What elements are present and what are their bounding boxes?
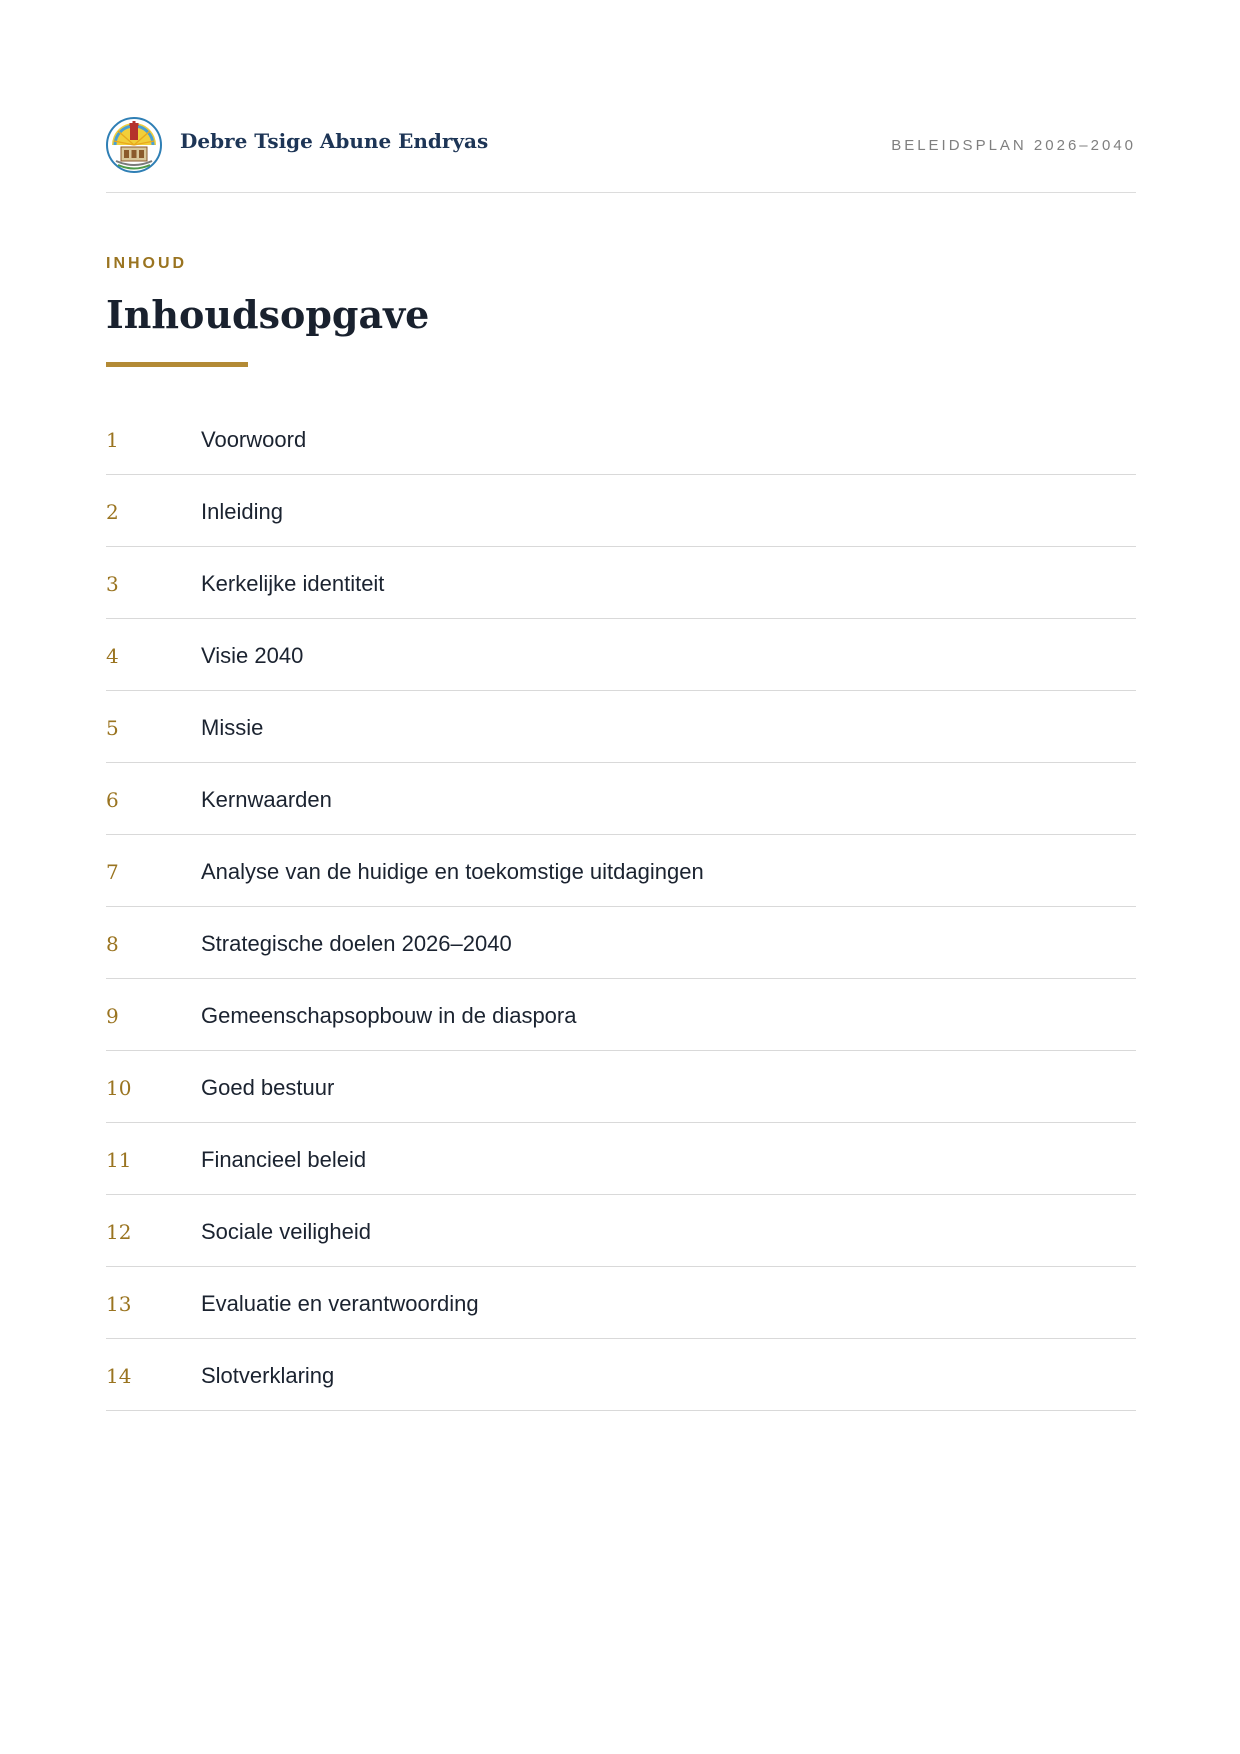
toc-number: 8 [106, 932, 119, 956]
toc-number: 1 [106, 428, 119, 452]
toc-item-kernwaarden[interactable] [106, 763, 1136, 835]
toc-number: 2 [106, 500, 119, 524]
church-emblem-icon [106, 117, 162, 173]
toc-item-strategische-doelen[interactable] [106, 907, 1136, 979]
toc-number: 3 [106, 572, 119, 596]
toc-item-goed-bestuur[interactable] [106, 1051, 1136, 1123]
toc-number: 13 [106, 1292, 132, 1316]
toc-label: Evaluatie en verantwoording [201, 1291, 479, 1316]
toc-item-slotverklaring[interactable] [106, 1339, 1136, 1411]
toc-number: 6 [106, 788, 119, 812]
toc-label: Gemeenschapsopbouw in de diaspora [201, 1003, 577, 1028]
toc-label: Voorwoord [201, 427, 307, 452]
toc-number: 11 [106, 1148, 132, 1172]
organization-name: Debre Tsige Abune Endryas [180, 129, 489, 153]
toc-label: Kernwaarden [201, 787, 332, 812]
toc-number: 5 [106, 716, 119, 740]
toc-label: Missie [201, 715, 264, 740]
section-eyebrow: INHOUD [106, 255, 188, 272]
toc-item-kerkelijke-identiteit[interactable] [106, 547, 1136, 619]
toc-number: 10 [106, 1076, 132, 1100]
toc-item-financieel-beleid[interactable] [106, 1123, 1136, 1195]
toc-item-evaluatie[interactable] [106, 1267, 1136, 1339]
toc-item-missie[interactable] [106, 691, 1136, 763]
toc-label: Kerkelijke identiteit [201, 571, 385, 596]
toc-number: 7 [106, 860, 119, 884]
toc-number: 4 [106, 644, 119, 668]
toc-label: Inleiding [201, 499, 283, 524]
toc-item-inleiding[interactable] [106, 475, 1136, 547]
toc-label: Sociale veiligheid [201, 1219, 371, 1244]
toc-item-gemeenschapsopbouw[interactable] [106, 979, 1136, 1051]
toc-item-visie-2040[interactable] [106, 619, 1136, 691]
document-page [106, 0, 1136, 1754]
toc-item-voorwoord[interactable] [106, 403, 1136, 475]
toc-label: Goed bestuur [201, 1075, 335, 1100]
title-underline [106, 362, 248, 367]
toc-label: Financieel beleid [201, 1147, 367, 1172]
toc-item-analyse[interactable] [106, 835, 1136, 907]
toc-label: Slotverklaring [201, 1363, 335, 1388]
page-header [106, 112, 1136, 193]
plan-title: BELEIDSPLAN 2026–2040 [891, 137, 1136, 154]
toc-number: 14 [106, 1364, 132, 1388]
toc-label: Strategische doelen 2026–2040 [201, 931, 512, 956]
toc-label: Visie 2040 [201, 643, 304, 668]
toc-number: 9 [106, 1004, 119, 1028]
page-title: Inhoudsopgave [106, 292, 430, 337]
toc-label: Analyse van de huidige en toekomstige uitdagingen [201, 859, 704, 884]
toc-number: 12 [106, 1220, 132, 1244]
table-of-contents [106, 403, 1136, 1411]
toc-item-sociale-veiligheid[interactable] [106, 1195, 1136, 1267]
